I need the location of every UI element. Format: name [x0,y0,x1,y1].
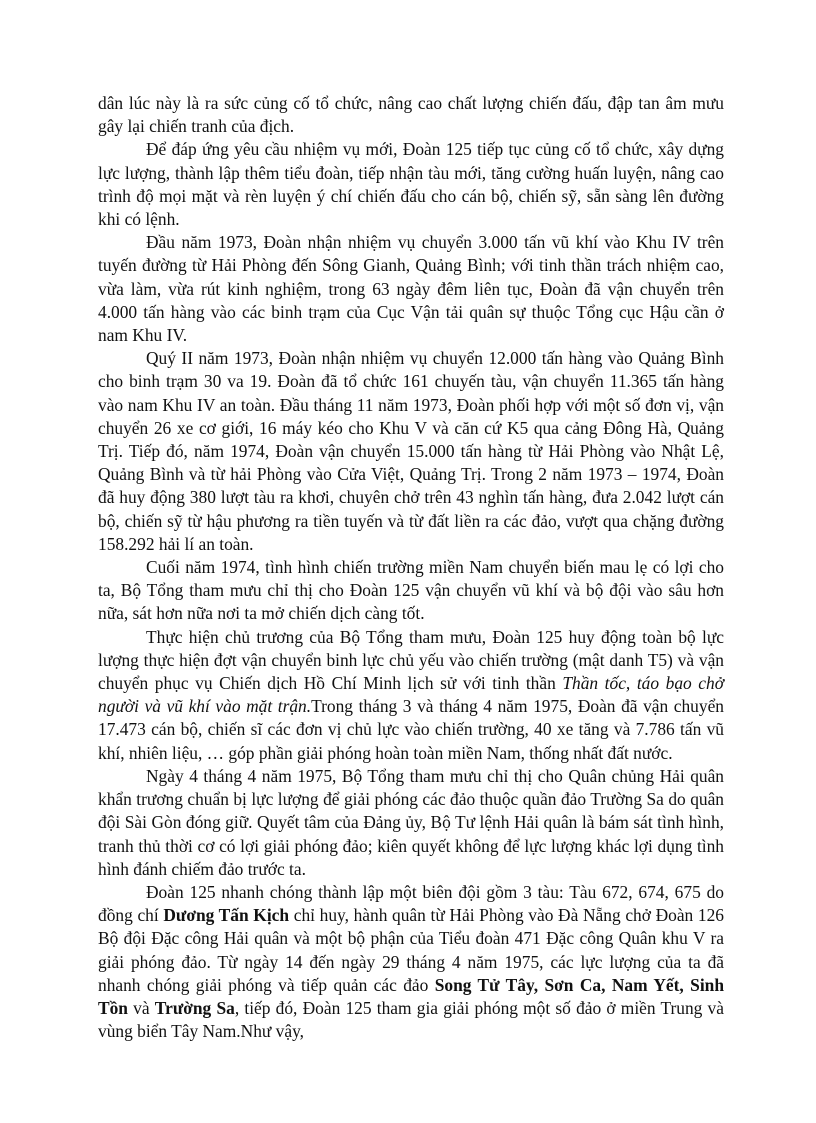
text-run: , tiếp đó, Đoàn 125 tham gia giải phóng một số đảo ở miền Trung và vùng biển Tây Nam.Như vậy, [98,997,724,1042]
text-run: Đầu năm 1973, Đoàn nhận nhiệm vụ chuyển 3.000 tấn vũ khí vào Khu IV trên tuyến đường từ Hải Phòng đến Sông Gianh, Quảng Bình; với tinh thần trách nhiệm cao, vừa làm, vừa rút kinh nghiệm, trong 63 ngày đêm liên tục, Đoàn đã vận chuyển trên 4.000 tấn hàng vào các binh trạm của Cục Vận tải quân sự thuộc Tổng cục Hậu cần ở nam Khu IV. [98,232,724,346]
paragraph-2 [98,138,724,231]
text-run: Đoàn 125 nhanh chóng thành lập một biên đội gồm 3 tàu: Tàu 672, 674, 675 do đồng chí [98,881,724,926]
paragraph-6 [98,626,724,765]
text-run: Ngày 4 tháng 4 năm 1975, Bộ Tổng tham mưu chỉ thị cho Quân chủng Hải quân khẩn trương chuẩn bị lực lượng để giải phóng các đảo thuộc quần đảo Trường Sa do quân đội Sài Gòn đóng giữ. Quyết tâm của Đảng ủy, Bộ Tư lệnh Hải quân là bám sát tình hình, tranh thủ thời cơ có lợi giải phóng đảo; kiên quyết không để lực lượng khác lợi dụng tình hình đánh chiếm đảo trước ta. [98,765,724,879]
paragraph-7 [98,765,724,881]
text-run: và [127,997,155,1018]
paragraph-3 [98,231,724,347]
paragraph-8 [98,881,724,1043]
bold-island-truong-sa: Trường Sa [154,997,235,1018]
paragraph-4 [98,347,724,556]
text-run: Cuối năm 1974, tình hình chiến trường miền Nam chuyển biến mau lẹ có lợi cho ta, Bộ Tổng tham mưu chỉ thị cho Đoàn 125 vận chuyển vũ khí và bộ đội vào sâu hơn nữa, sát hơn nữa nơi ta mở chiến dịch càng tốt. [98,557,724,624]
document-page [98,92,724,1043]
bold-commander-name: Dương Tấn Kịch [163,905,290,926]
italic-quote: Thần tốc, táo bạo chở người và vũ khí vào mặt trận. [98,673,724,717]
paragraph-1 [98,92,724,138]
text-run: Quý II năm 1973, Đoàn nhận nhiệm vụ chuyển 12.000 tấn hàng vào Quảng Bình cho binh trạm 30 va 19. Đoàn đã tổ chức 161 chuyến tàu, vận chuyển 11.365 tấn hàng vào nam Khu IV an toàn. Đầu tháng 11 năm 1973, Đoàn phối hợp với một số đơn vị, vận chuyển 26 xe cơ giới, 16 máy kéo cho Khu V và căn cứ K5 qua cảng Đông Hà, Quảng Trị. Tiếp đó, năm 1974, Đoàn vận chuyển 15.000 tấn hàng từ Hải Phòng vào Nhật Lệ, Quảng Bình và từ hải Phòng vào Cửa Việt, Quảng Trị. Trong 2 năm 1973 – 1974, Đoàn đã huy động 380 lượt tàu ra khơi, chuyên chở trên 43 nghìn tấn hàng, đưa 2.042 lượt cán bộ, chiến sỹ từ hậu phương ra tiền tuyến và từ đất liền ra các đảo, vượt qua chặng đường 158.292 hải lí an toàn. [98,348,724,554]
paragraph-5 [98,556,724,626]
text-run: Để đáp ứng yêu cầu nhiệm vụ mới, Đoàn 125 tiếp tục củng cố tổ chức, xây dựng lực lượng, thành lập thêm tiểu đoàn, tiếp nhận tàu mới, tăng cường huấn luyện, nâng cao trình độ mọi mặt và rèn luyện ý chí chiến đấu cho cán bộ, chiến sỹ, sẵn sàng lên đường khi có lệnh. [98,139,724,230]
bold-island-names: Song Tử Tây, Sơn Ca, Nam Yết, Sinh Tồn [98,974,724,1018]
text-run: dân lúc này là ra sức củng cố tổ chức, nâng cao chất lượng chiến đấu, đập tan âm mưu gây lại chiến tranh của địch. [98,93,724,137]
text-run: chỉ huy, hành quân từ Hải Phòng vào Đà Nẵng chở Đoàn 126 Bộ đội Đặc công Hải quân và một bộ phận của Tiểu đoàn 471 Đặc công Quân khu V ra giải phóng đảo. Từ ngày 14 đến ngày 29 tháng 4 năm 1975, các lực lượng của ta đã nhanh chóng giải phóng và tiếp quản các đảo [98,905,724,995]
text-run: Trong tháng 3 và tháng 4 năm 1975, Đoàn đã vận chuyển 17.473 cán bộ, chiến sĩ các đơn vị chủ lực vào chiến trường, 40 xe tăng và 7.786 tấn vũ khí, nhiên liệu, … góp phần giải phóng hoàn toàn miền Nam, thống nhất đất nước. [98,696,724,763]
text-run: Thực hiện chủ trương của Bộ Tổng tham mưu, Đoàn 125 huy động toàn bộ lực lượng thực hiện đợt vận chuyển binh lực chủ yếu vào chiến trường (mật danh T5) và vận chuyển phục vụ Chiến dịch Hồ Chí Minh lịch sử với tinh thần [98,626,724,694]
